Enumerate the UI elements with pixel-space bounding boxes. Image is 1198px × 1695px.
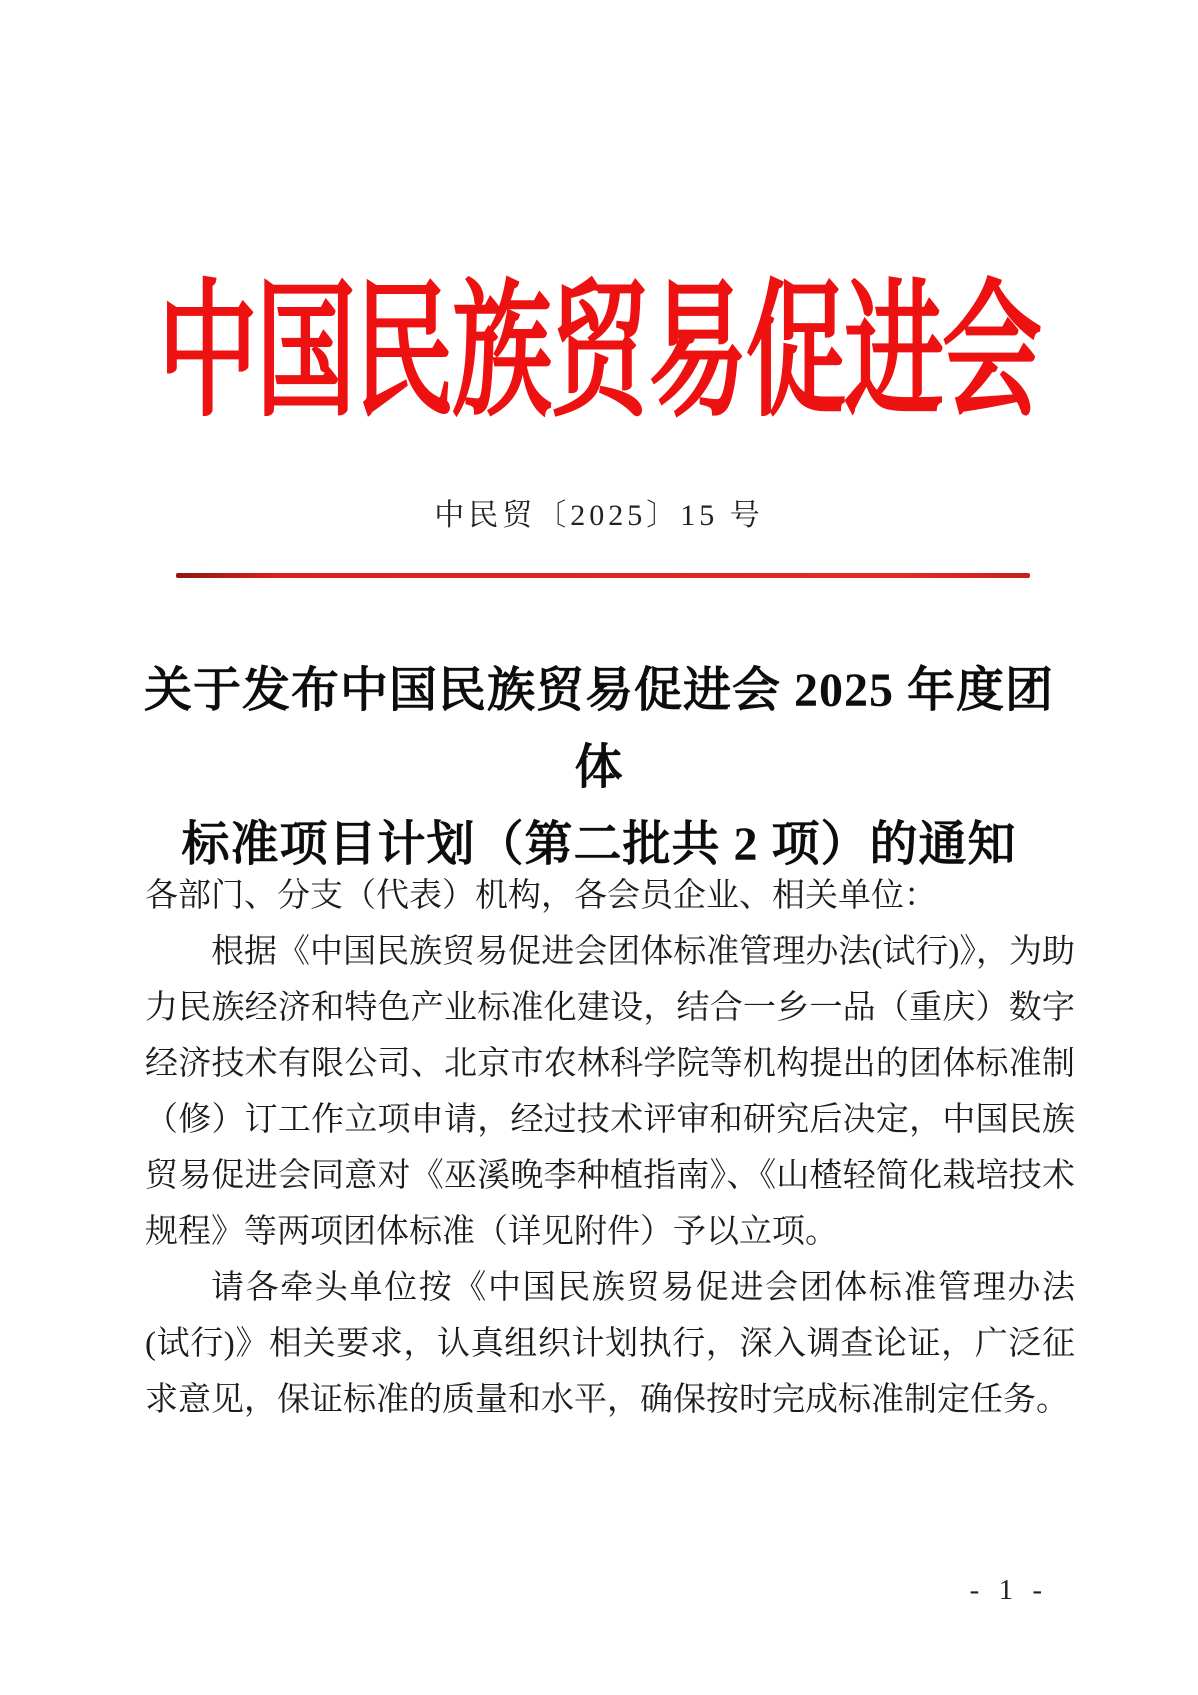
doc-title-line-1: 关于发布中国民族贸易促进会 2025 年度团体 <box>143 664 1054 794</box>
paragraph: 根据《中国民族贸易促进会团体标准管理办法(试行)》，为助力民族经济和特色产业标准化建设，结合一乡一品（重庆）数字经济技术有限公司、北京市农林科学院等机构提出的团体标准制（修）订工作立项申请，经过技术评审和研究后决定，中国民族贸易促进会同意对《巫溪晚李种植指南》、《山楂轻简化栽培技术规程》等两项团体标准（详见附件）予以立项。 <box>145 934 1075 1250</box>
doc-title <box>120 652 1078 883</box>
org-title: 中国民族贸易促进会 <box>158 270 1040 435</box>
salutation: 各部门、分支（代表）机构，各会员企业、相关单位： <box>145 878 937 914</box>
paragraph: 请各牵头单位按《中国民族贸易促进会团体标准管理办法(试行)》相关要求，认真组织计划执行，深入调查论证，广泛征求意见，保证标准的质量和水平，确保按时完成标准制定任务。 <box>145 1270 1075 1418</box>
doc-title-line-2: 标准项目计划（第二批共 2 项）的通知 <box>181 818 1017 871</box>
page-number: - 1 - <box>969 1574 1048 1606</box>
red-divider-line <box>176 573 1030 578</box>
doc-number: 中民贸〔2025〕15 号 <box>434 499 764 532</box>
document-body <box>145 868 1075 1428</box>
